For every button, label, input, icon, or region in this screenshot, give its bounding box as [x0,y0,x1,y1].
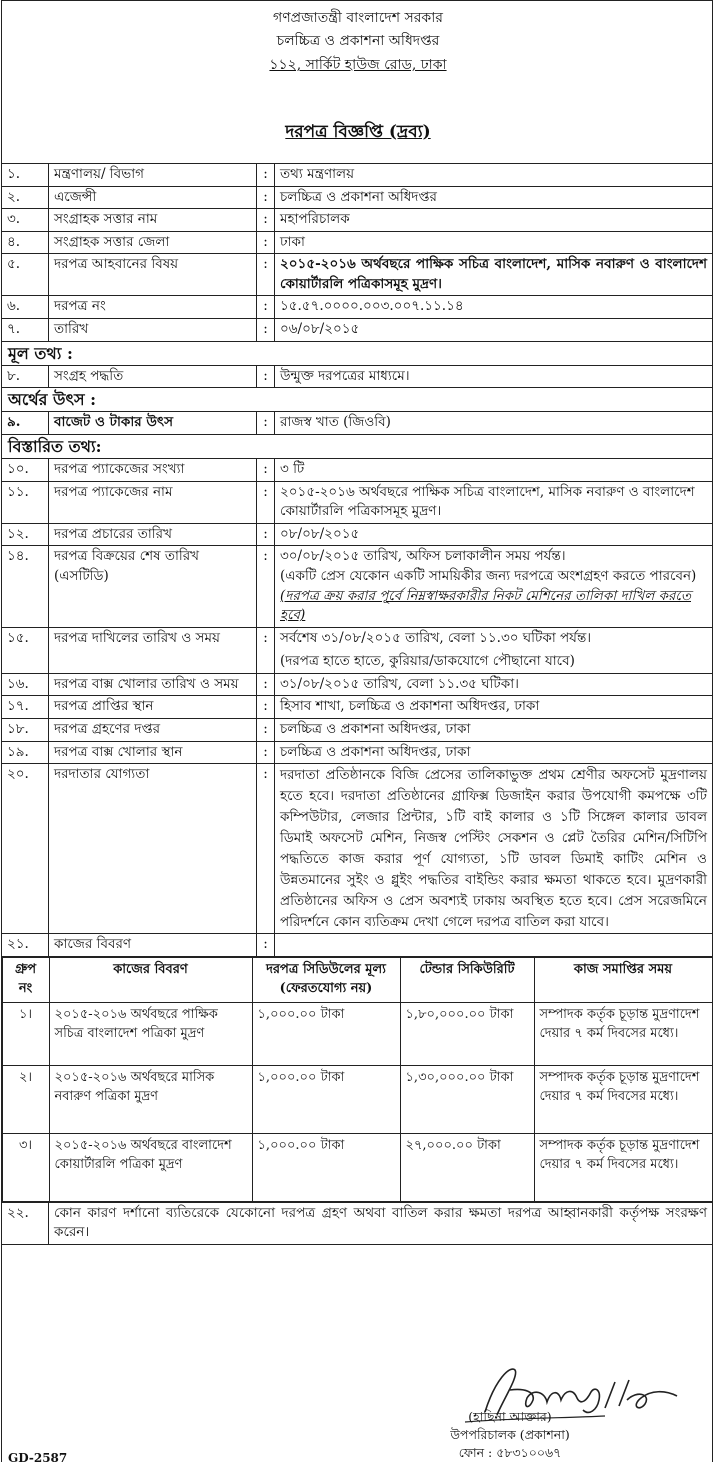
table-row [2,1202,713,1244]
row-number: ১৮. [2,718,49,741]
group-row [2,1002,712,1065]
table-row [2,231,713,254]
group-price: ১,০০০.০০ টাকা [252,1065,400,1133]
table-row [2,254,713,296]
row-number: ১৬. [2,673,49,696]
table-row [2,164,713,187]
row-colon: : [257,209,275,232]
table-row [2,718,713,741]
row-value: মহাপরিচালক [275,209,713,232]
row-label: দরপত্র বিক্রয়ের শেষ তারিখ (এসটিডি) [49,546,257,627]
row-colon: : [257,481,275,523]
row-label: বাজেট ও টাকার উৎস [49,412,257,435]
group-price: ১,০০০.০০ টাকা [252,1133,400,1201]
group-header-row [2,958,712,1003]
row-colon: : [257,546,275,627]
row-label: সংগ্রাহক সত্তার নাম [49,209,257,232]
group-time: সম্পাদক কর্তৃক চূড়ান্ত মুদ্রণাদেশ দেয়ার ৭ কর্ম দিবসের মধ্যে। [534,1065,712,1133]
group-table-row [2,957,713,1203]
table-row [2,481,713,523]
table-row [2,673,713,696]
table-row [2,627,713,673]
row-colon: : [257,696,275,719]
department-name: চলচ্চিত্র ও প্রকাশনা অধিদপ্তর [276,33,440,49]
table-row [2,934,713,957]
row-number: ৩. [2,209,49,232]
row-label: দরদাতার যোগ্যতা [49,764,257,934]
row-colon: : [257,764,275,934]
table-row [2,764,713,934]
table-row [2,209,713,232]
row-number: ৫. [2,254,49,296]
group-time: সম্পাদক কর্তৃক চূড়ান্ত মুদ্রণাদেশ দেয়ার ৭ কর্ম দিবসের মধ্যে। [534,1002,712,1065]
row-value: ৩ টি [275,459,713,482]
row-number: ১৪. [2,546,49,627]
section-heading: মূল তথ্য : [2,341,713,365]
row-colon: : [257,459,275,482]
row-value: ২০১৫-২০১৬ অর্থবছরে পাক্ষিক সচিত্র বাংলাদেশ, মাসিক নবারুণ ও বাংলাদেশ কোয়ার্টারলি পত্রিকাসমূহ মুদ্রণ। [275,481,713,523]
row-value: উন্মুক্ত দরপত্রের মাধ্যমে। [275,365,713,388]
row-number: ৮. [2,365,49,388]
row-colon: : [257,164,275,187]
group-no: ২। [2,1065,49,1133]
row-label: সংগ্রাহক সত্তার জেলা [49,231,257,254]
table-row [2,365,713,388]
row-label: দরপত্র বাক্স খোলার স্থান [49,741,257,764]
group-no: ১। [2,1002,49,1065]
group-desc: ২০১৫-২০১৬ অর্থবছরে বাংলাদেশ কোয়ার্টারলি পত্রিকা মুদ্রণ [49,1133,252,1201]
row-value [275,546,713,627]
row-value: ২০১৫-২০১৬ অর্থবছরে পাক্ষিক সচিত্র বাংলাদেশ, মাসিক নবারুণ ও বাংলাদেশ কোয়ার্টারলি পত্রিকাসমূহ মুদ্রণ। [275,254,713,296]
section-heading-row [2,388,713,412]
table-row [2,696,713,719]
govt-name: গণপ্রজাতন্ত্রী বাংলাদেশ সরকার [273,10,443,26]
row-label: দরপত্র প্যাকেজের নাম [49,481,257,523]
row-number: ৭. [2,318,49,341]
group-time: সম্পাদক কর্তৃক চূড়ান্ত মুদ্রণাদেশ দেয়ার ৭ কর্ম দিবসের মধ্যে। [534,1133,712,1201]
row-label: দরপত্র প্রচারের তারিখ [49,523,257,546]
group-security-header: টেন্ডার সিকিউরিটি [400,958,534,1003]
section-heading-row [2,435,713,459]
group-price-header: দরপত্র সিডিউলের মূল্য (ফেরতযোগ্য নয়) [252,958,400,1003]
row-value [275,934,713,957]
group-desc: ২০১৫-২০১৬ অর্থবছরে মাসিক নবারুণ পত্রিকা মুদ্রণ [49,1065,252,1133]
signatory-designation: উপপরিচালক (প্রকাশনা) [450,1427,570,1442]
group-row [2,1065,712,1133]
row-value: ০৮/০৮/২০১৫ [275,523,713,546]
sale-note: (একটি প্রেস যেকোন একটি সাময়িকীর জন্য দরপত্রে অংশগ্রহণ করতে পারবেন) [280,568,697,584]
row-colon: : [257,231,275,254]
row-colon: : [257,186,275,209]
row-label: দরপত্র বাক্স খোলার তারিখ ও সময় [49,673,257,696]
machine-list-note: (দরপত্র ক্রয় করার পূর্বে নিম্নস্বাক্ষরকারীর নিকট মেশিনের তালিকা দাখিল করতে হবে) [280,587,691,624]
group-security: ২৭,০০০.০০ টাকা [400,1133,534,1201]
row-value: রাজস্ব খাত (জিওবি) [275,412,713,435]
row-number: ১১. [2,481,49,523]
table-row [2,296,713,319]
row-value: ১৫.৫৭.০০০০.০০৩.০০৭.১১.১৪ [275,296,713,319]
row-colon: : [257,318,275,341]
row-label: কাজের বিবরণ [49,934,257,957]
row-colon: : [257,254,275,296]
row-colon: : [257,718,275,741]
row-colon: : [257,934,275,957]
row-label: দরপত্র প্যাকেজের সংখ্যা [49,459,257,482]
row-colon: : [257,741,275,764]
table-row [2,523,713,546]
row-colon: : [257,673,275,696]
table-row [2,546,713,627]
group-table [2,957,713,1202]
group-no: ৩। [2,1133,49,1201]
row-label: দরপত্র আহবানের বিষয় [49,254,257,296]
row-colon: : [257,627,275,673]
group-time-header: কাজ সমাপ্তির সময় [534,958,712,1003]
row-label: দরপত্র দাখিলের তারিখ ও সময় [49,627,257,673]
row-value: ৩১/০৮/২০১৫ তারিখ, বেলা ১১.৩৫ ঘটিকা। [275,673,713,696]
row-value: চলচ্চিত্র ও প্রকাশনা অধিদপ্তর, ঢাকা [275,741,713,764]
row-number: ২১. [2,934,49,957]
sale-deadline: ৩০/০৮/২০১৫ তারিখ, অফিস চলাকালীন সময় পর্যন্ত। [280,548,566,565]
row-number: ১. [2,164,49,187]
row-number: ১০. [2,459,49,482]
row-value: চলচ্চিত্র ও প্রকাশনা অধিদপ্তর, ঢাকা [275,718,713,741]
row-label: এজেন্সী [49,186,257,209]
footer-code: GD-2587 [8,1451,68,1465]
row-value: ঢাকা [275,231,713,254]
row-value: ০৬/০৮/২০১৫ [275,318,713,341]
row-label: তারিখ [49,318,257,341]
table-row [2,186,713,209]
row-label: দরপত্র প্রাপ্তির স্থান [49,696,257,719]
submission-note: (দরপত্র হাতে হাতে, কুরিয়ার/ডাকযোগে পৌছানো যাবে) [280,653,575,670]
row-value: চলচ্চিত্র ও প্রকাশনা অধিদপ্তর [275,186,713,209]
tender-info-table [1,163,713,1245]
row-number: ১৭. [2,696,49,719]
row-value [275,627,713,673]
table-row [2,459,713,482]
row-label: সংগ্রহ পদ্ধতি [49,365,257,388]
group-security: ১,৮০,০০০.০০ টাকা [400,1002,534,1065]
section-heading: অর্থের উৎস : [2,388,713,412]
row-value: তথ্য মন্ত্রণালয় [275,164,713,187]
group-row [2,1133,712,1201]
row-number: ২. [2,186,49,209]
row-colon: : [257,365,275,388]
group-desc: ২০১৫-২০১৬ অর্থবছরে পাক্ষিক সচিত্র বাংলাদেশ পত্রিকা মুদ্রণ [49,1002,252,1065]
department-address: ১১২, সার্কিট হাউজ রোড, ঢাকা [269,57,447,73]
row-number: ৯. [2,412,49,435]
row-colon: : [257,296,275,319]
group-table-cell [2,957,713,1203]
row-label: দরপত্র নং [49,296,257,319]
row-label: দরপত্র গ্রহণের দপ্তর [49,718,257,741]
group-security: ১,৩০,০০০.০০ টাকা [400,1065,534,1133]
signatory-name: (হাছিনা আক্তার) [468,1409,552,1424]
row-colon: : [257,523,275,546]
row-number: ১২. [2,523,49,546]
row-value: কোন কারণ দর্শানো ব্যতিরেকে যেকোনো দরপত্র গ্রহণ অথবা বাতিল করার ক্ষমতা দরপত্র আহ্বানকারী কর্তৃপক্ষ সংরক্ষণ করেন। [49,1202,713,1244]
row-label: মন্ত্রণালয়/ বিভাগ [49,164,257,187]
submission-deadline: সর্বশেষ ৩১/০৮/২০১৫ তারিখ, বেলা ১১.৩০ ঘটিকা পর্যন্ত। [280,629,592,646]
table-row [2,318,713,341]
row-number: ৬. [2,296,49,319]
row-value: দরদাতা প্রতিষ্ঠানকে বিজি প্রেসের তালিকাভুক্ত প্রথম শ্রেণীর অফসেট মুদ্রণালয় হতে হবে। দরদাতা প্রতিষ্ঠানের গ্রাফিক্স ডিজাইন করার উপযোগী কমপক্ষে ৩টি কম্পিউটার, লেজার প্রিন্টার, ১টি বাই কালার ও ১টি সিঙ্গেল কালার ডাবল ডিমাই অফসেট মেশিন, নিজস্ব পেস্টিং সেকশন ও প্লেট তৈরির মেশিন/সিটিপি পদ্ধতিতে কাজ করার পূর্ণ যোগ্যতা, ১টি ডাবল ডিমাই কাটিং মেশিন ও উন্নতমানের সুইং ও গ্লুইং পদ্ধতির বাইন্ডিং করার ক্ষমতা থাকতে হবে। মুদ্রণকারী প্রতিষ্ঠানের অফিস ও প্রেস অবশ্যই ঢাকায় অবস্থিত হতে হবে। প্রেস সরেজমিনে পরিদর্শনে কোন ব্যতিক্রম দেখা গেলে দরপত্র বাতিল করা যাবে। [275,764,713,934]
table-row [2,412,713,435]
section-heading: বিস্তারিত তথ্য: [2,435,713,459]
row-colon: : [257,412,275,435]
row-number: ২০. [2,764,49,934]
signatory-phone: ফোন : ৫৮৩১০০৬৭ [458,1445,562,1460]
row-number: ১৯. [2,741,49,764]
group-no-header: গ্রুপ নং [2,958,49,1003]
page-title: দরপত্র বিজ্ঞপ্তি (দ্রব্য) [285,122,431,142]
group-desc-header: কাজের বিবরণ [49,958,252,1003]
table-row [2,741,713,764]
row-number: ৪. [2,231,49,254]
group-price: ১,০০০.০০ টাকা [252,1002,400,1065]
row-number: ১৫. [2,627,49,673]
row-value: হিসাব শাখা, চলচ্চিত্র ও প্রকাশনা অধিদপ্তর, ঢাকা [275,696,713,719]
row-number: ২২. [2,1202,49,1244]
section-heading-row [2,341,713,365]
